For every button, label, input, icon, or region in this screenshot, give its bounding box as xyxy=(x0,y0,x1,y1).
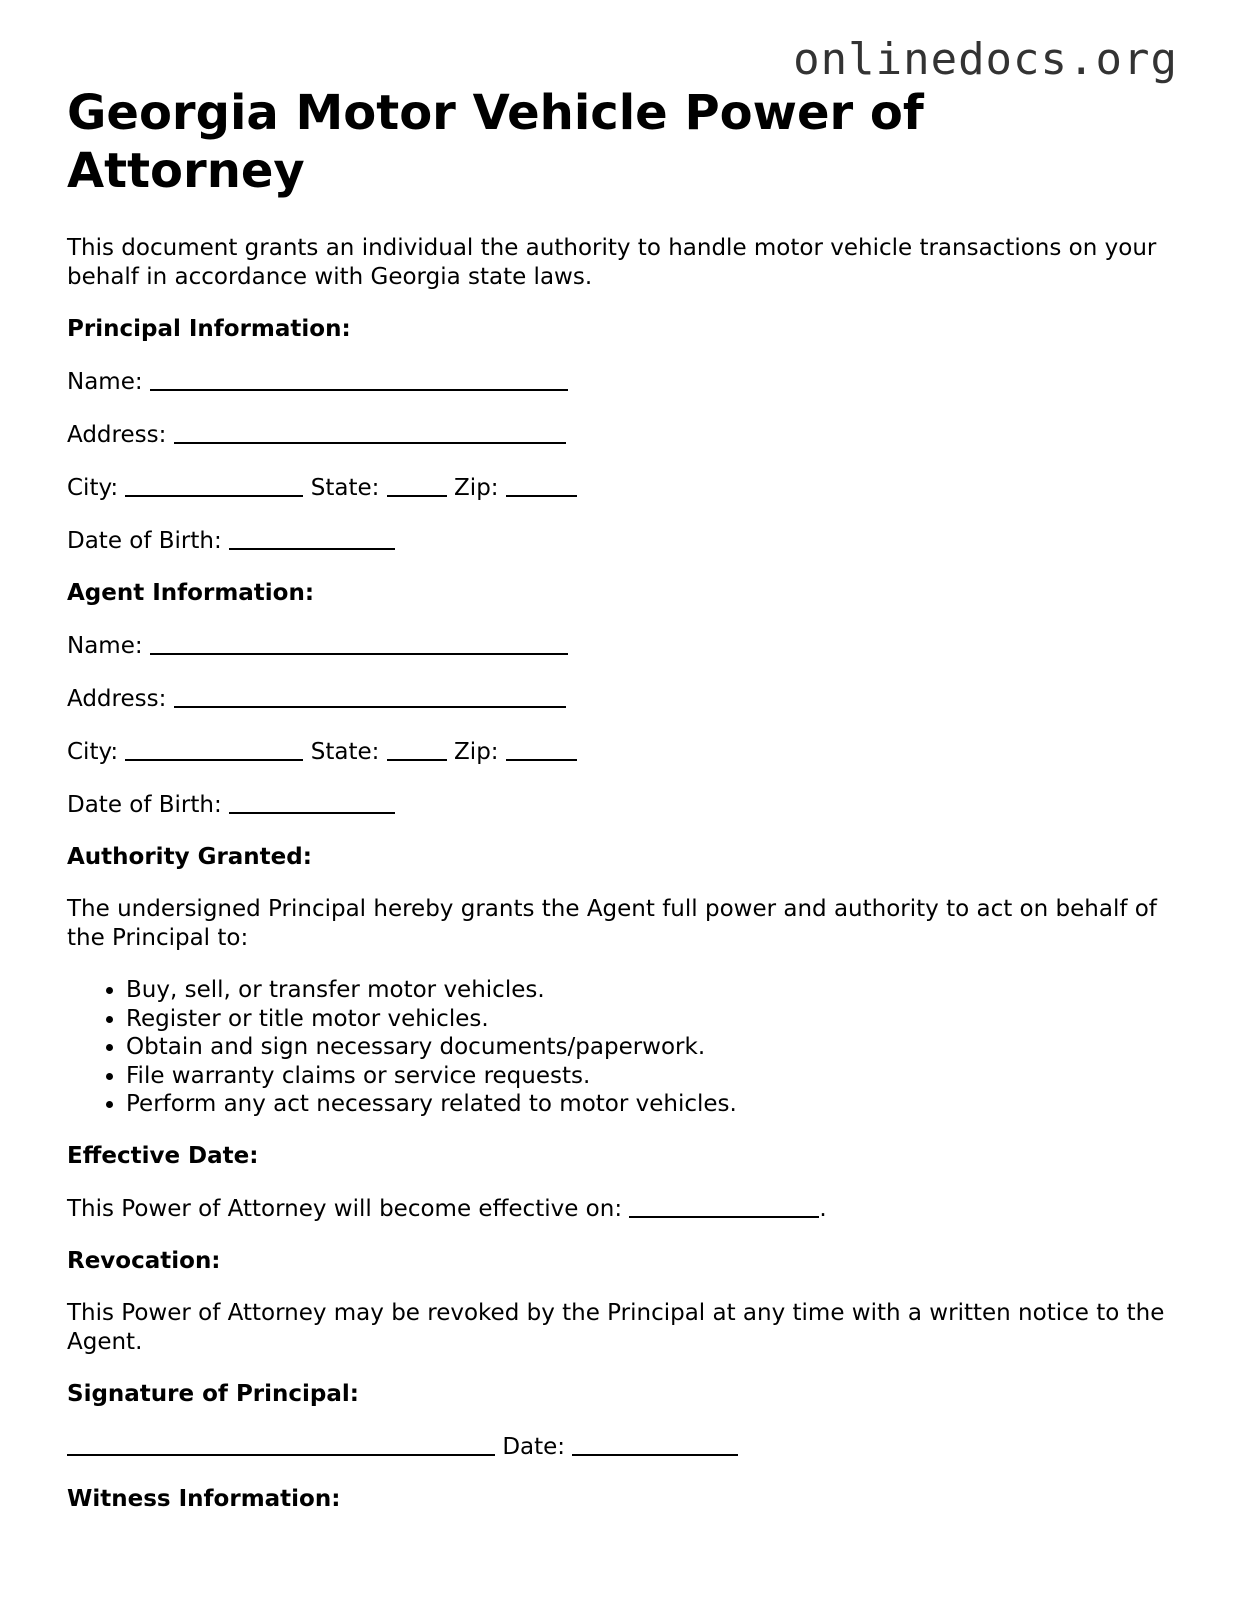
agent-dob-field[interactable] xyxy=(229,792,395,814)
principal-signature-field[interactable] xyxy=(67,1434,495,1456)
agent-city-field[interactable] xyxy=(125,739,303,761)
effective-row xyxy=(67,1194,1177,1224)
principal-name-row xyxy=(67,367,1177,397)
signature-heading: Signature of Principal: xyxy=(67,1380,359,1407)
principal-city-label: City: xyxy=(67,475,119,501)
agent-heading: Agent Information: xyxy=(67,580,315,606)
agent-city-label: City: xyxy=(67,739,119,765)
principal-zip-field[interactable] xyxy=(506,475,577,497)
principal-state-label: State: xyxy=(310,475,380,501)
agent-name-field[interactable] xyxy=(150,633,568,655)
agent-state-label: State: xyxy=(310,739,380,765)
agent-dob-label: Date of Birth: xyxy=(67,792,222,818)
agent-address-field[interactable] xyxy=(174,686,566,708)
list-item: • Obtain and sign necessary documents/paperwork. xyxy=(126,1033,1177,1062)
effective-heading: Effective Date: xyxy=(67,1142,259,1169)
list-item: • Register or title motor vehicles. xyxy=(126,1005,1177,1034)
principal-heading: Principal Information: xyxy=(67,316,351,342)
agent-name-row xyxy=(67,631,1177,661)
revocation-paragraph: This Power of Attorney may be revoked by the Principal at any time with a written notice to the Agent. xyxy=(67,1299,1165,1355)
principal-address-row xyxy=(67,420,1177,450)
principal-address-field[interactable] xyxy=(174,422,566,444)
principal-name-label: Name: xyxy=(67,369,143,395)
agent-city-row xyxy=(67,737,1177,767)
agent-name-label: Name: xyxy=(67,633,143,659)
agent-dob-row xyxy=(67,790,1177,820)
authority-heading: Authority Granted: xyxy=(67,844,312,870)
principal-city-row xyxy=(67,473,1177,503)
list-item: • File warranty claims or service requests. xyxy=(126,1062,1177,1091)
agent-address-label: Address: xyxy=(67,686,167,712)
principal-address-label: Address: xyxy=(67,422,167,448)
authority-paragraph: The undersigned Principal hereby grants the Agent full power and authority to act on behalf of the Principal to: xyxy=(67,896,1157,951)
document-body xyxy=(67,84,1177,1514)
watermark: onlinedocs.org xyxy=(793,34,1178,85)
agent-zip-label: Zip: xyxy=(454,739,499,765)
intro-paragraph: This document grants an individual the authority to handle motor vehicle transactions on your behalf in accordance with Georgia state laws. xyxy=(67,235,1157,290)
principal-city-field[interactable] xyxy=(125,475,303,497)
principal-name-field[interactable] xyxy=(150,369,568,391)
effective-text: This Power of Attorney will become effective on: xyxy=(67,1195,623,1222)
signature-row xyxy=(67,1432,1177,1462)
signature-date-field[interactable] xyxy=(572,1434,738,1456)
effective-period: . xyxy=(819,1195,827,1222)
effective-date-field[interactable] xyxy=(629,1196,819,1218)
principal-zip-label: Zip: xyxy=(454,475,499,501)
principal-dob-row xyxy=(67,526,1177,556)
list-item: • Perform any act necessary related to motor vehicles. xyxy=(126,1090,1177,1119)
principal-dob-field[interactable] xyxy=(229,528,395,550)
revocation-heading: Revocation: xyxy=(67,1247,221,1274)
principal-dob-label: Date of Birth: xyxy=(67,528,222,554)
authority-list xyxy=(67,976,1177,1119)
signature-date-label: Date: xyxy=(502,1433,566,1460)
agent-state-field[interactable] xyxy=(387,739,447,761)
agent-zip-field[interactable] xyxy=(506,739,577,761)
document-title: Georgia Motor Vehicle Power of Attorney xyxy=(67,85,924,199)
witness-heading: Witness Information: xyxy=(67,1485,341,1512)
list-item: • Buy, sell, or transfer motor vehicles. xyxy=(126,976,1177,1005)
agent-address-row xyxy=(67,684,1177,714)
principal-state-field[interactable] xyxy=(387,475,447,497)
